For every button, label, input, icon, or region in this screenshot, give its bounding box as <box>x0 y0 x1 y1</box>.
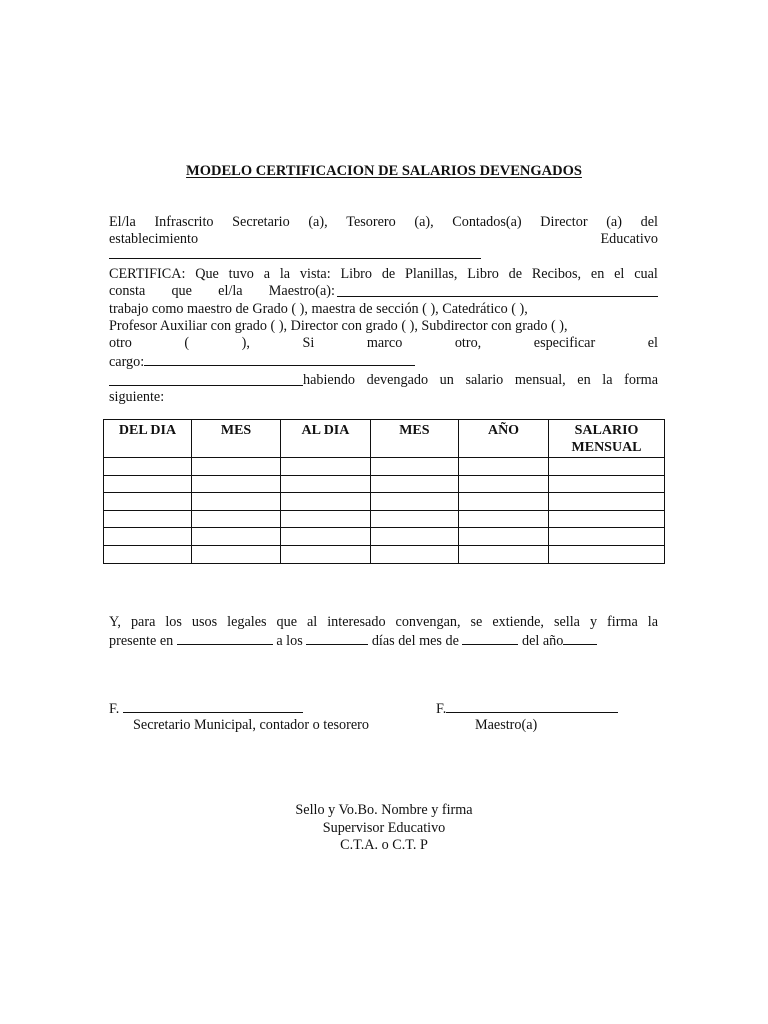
left-signature-prefix: F. <box>109 701 120 717</box>
certifica-line-1-word: cual <box>634 266 658 282</box>
presente-en-label: presente en <box>109 633 174 650</box>
intro-educativo: Educativo <box>600 231 658 248</box>
certifica-line-1-word: Recibos, <box>531 266 582 282</box>
supervisor-line-2: Supervisor Educativo <box>322 819 446 836</box>
right-signature-line <box>436 699 618 718</box>
table-header-cell: AL DIA <box>281 420 371 458</box>
del-ano-label: del año <box>521 633 564 650</box>
table-cell[interactable] <box>104 493 192 511</box>
certifica-line-5-word: especificar <box>533 335 596 352</box>
certifica-line-8: siguiente: <box>109 389 165 406</box>
table-cell[interactable] <box>458 458 548 476</box>
left-signature-caption: Secretario Municipal, contador o tesorero <box>133 717 369 733</box>
table-cell[interactable] <box>458 510 548 528</box>
certifica-line-2-words <box>109 283 335 300</box>
table-cell[interactable] <box>281 545 371 563</box>
table-cell[interactable] <box>458 493 548 511</box>
maestro-name-blank[interactable] <box>337 283 658 297</box>
table-cell[interactable] <box>281 458 371 476</box>
certifica-line-5 <box>109 335 658 352</box>
table-cell[interactable] <box>549 493 665 511</box>
certifica-line-4-text: Profesor Auxiliar con grado ( ), Director con grado ( ), Subdirector con grado ( ), <box>109 317 568 334</box>
establishment-blank[interactable] <box>109 249 481 259</box>
table-header-cell: SALARIO MENSUAL <box>549 420 665 458</box>
table-cell[interactable] <box>370 528 458 546</box>
certifica-line-1-word: tuvo <box>228 266 254 282</box>
certifica-line-3 <box>109 301 658 318</box>
table-cell[interactable] <box>370 458 458 476</box>
intro-line-1-word: (a) <box>606 214 622 230</box>
certifica-line-1 <box>109 266 658 283</box>
table-cell[interactable] <box>370 493 458 511</box>
certifica-line-1-word: de <box>508 266 523 282</box>
intro-line-1-word: Contados(a) <box>452 214 522 230</box>
certifica-line-7 <box>109 372 658 389</box>
table-cell[interactable] <box>192 493 281 511</box>
certifica-line-7-text: habiendo devengado un salario mensual, en la forma <box>303 371 658 388</box>
certifica-line-2-word: el/la <box>218 283 243 300</box>
cargo-blank[interactable] <box>144 352 415 366</box>
intro-line-1 <box>109 214 658 231</box>
right-signature-blank[interactable] <box>446 699 618 713</box>
intro-line-1-word: del <box>640 214 658 230</box>
intro-line-1-word: (a), <box>308 214 328 230</box>
table-cell[interactable] <box>370 545 458 563</box>
certifica-line-5-word: otro, <box>454 335 482 352</box>
certifica-line-1-word: la <box>279 266 291 282</box>
supervisor-line-3: C.T.A. o C.T. P <box>340 837 428 853</box>
right-signature-caption: Maestro(a) <box>475 717 538 733</box>
left-signature-line <box>109 699 303 718</box>
month-blank[interactable] <box>462 631 518 645</box>
table-cell[interactable] <box>104 545 192 563</box>
table-cell[interactable] <box>549 545 665 563</box>
closing-line-1: Y, para los usos legales que al interesado convengan, se extiende, sella y firma la <box>109 614 658 630</box>
table-cell[interactable] <box>458 528 548 546</box>
right-signature-prefix: F. <box>436 701 447 717</box>
left-signature-blank[interactable] <box>123 699 303 713</box>
table-cell[interactable] <box>549 510 665 528</box>
document-title: MODELO CERTIFICACION DE SALARIOS DEVENGADOS <box>186 163 582 179</box>
table-row <box>104 458 665 476</box>
intro-line-1-word: Tesorero <box>346 214 396 230</box>
intro-establecimiento: establecimiento <box>109 231 199 248</box>
table-header-cell: AÑO <box>458 420 548 458</box>
table-cell[interactable] <box>104 458 192 476</box>
certifica-line-2-word: consta <box>109 283 146 300</box>
table-cell[interactable] <box>104 528 192 546</box>
certifica-line-2-word: que <box>171 283 192 300</box>
table-cell[interactable] <box>549 475 665 493</box>
certifica-line-2-word: Maestro(a): <box>268 283 335 300</box>
certifica-line-4 <box>109 318 658 335</box>
closing-line-2 <box>109 631 658 650</box>
intro-line-1-word: (a), <box>414 214 434 230</box>
table-cell[interactable] <box>104 475 192 493</box>
place-blank[interactable] <box>177 631 273 645</box>
certifica-line-5-word: ( <box>184 335 190 352</box>
certifica-line-1-word: Que <box>195 266 219 282</box>
table-cell[interactable] <box>458 475 548 493</box>
certifica-line-1-word: de <box>381 266 396 282</box>
table-cell[interactable] <box>281 528 371 546</box>
certifica-paragraph <box>109 266 658 406</box>
intro-paragraph <box>109 214 658 259</box>
a-los-label: a los <box>276 633 303 650</box>
table-row <box>104 475 665 493</box>
table-cell[interactable] <box>549 528 665 546</box>
table-body <box>104 458 665 564</box>
intro-line-2 <box>109 231 658 248</box>
cargo-label: cargo: <box>109 354 145 371</box>
table-cell[interactable] <box>549 458 665 476</box>
days-blank[interactable] <box>306 631 368 645</box>
supervisor-line-1: Sello y Vo.Bo. Nombre y firma <box>295 802 473 818</box>
table-row <box>104 545 665 563</box>
certifica-line-1-word: el <box>614 266 625 282</box>
certifica-line-2 <box>109 283 658 300</box>
table-cell[interactable] <box>192 475 281 493</box>
certifica-line-5-word: Si <box>302 335 315 352</box>
certifica-line-3-text: trabajo como maestro de Grado ( ), maestra de sección ( ), Catedrático ( ), <box>109 300 528 317</box>
table-header-cell: DEL DIA <box>104 420 192 458</box>
certifica-line-1-word: Planillas, <box>405 266 458 282</box>
table-cell[interactable] <box>192 545 281 563</box>
certifica-line-5-word: ), <box>241 335 250 352</box>
table-cell[interactable] <box>370 475 458 493</box>
salary-blank[interactable] <box>109 372 303 386</box>
table-cell[interactable] <box>281 475 371 493</box>
supervisor-block <box>0 802 768 855</box>
salary-table <box>103 419 665 564</box>
table-row <box>104 528 665 546</box>
intro-line-1-word: Secretario <box>232 214 290 230</box>
table-header-cell: MES <box>370 420 458 458</box>
table-header-row <box>104 420 665 458</box>
table-cell[interactable] <box>281 510 371 528</box>
intro-line-1-word: Infrascrito <box>154 214 214 230</box>
table-cell[interactable] <box>458 545 548 563</box>
table-cell[interactable] <box>192 528 281 546</box>
certifica-line-1-word: a <box>263 266 271 282</box>
certifica-line-1-word: CERTIFICA: <box>109 266 186 282</box>
table-cell[interactable] <box>192 458 281 476</box>
closing-paragraph <box>109 614 658 651</box>
certifica-line-1-word: en <box>590 266 605 282</box>
dias-mes-label: días del mes de <box>371 633 459 650</box>
certifica-line-5-word: otro <box>109 335 132 352</box>
certifica-line-6 <box>109 352 658 371</box>
table-cell[interactable] <box>281 493 371 511</box>
table-cell[interactable] <box>192 510 281 528</box>
table-cell[interactable] <box>104 510 192 528</box>
intro-line-1-word: El/la <box>109 214 136 230</box>
certifica-line-1-word: vista: <box>299 266 331 282</box>
certifica-line-5-word: marco <box>366 335 403 352</box>
certifica-line-1-word: Libro <box>467 266 499 282</box>
certifica-line-5-word: el <box>647 335 658 352</box>
table-row <box>104 510 665 528</box>
table-header-cell: MES <box>192 420 281 458</box>
certifica-line-1-word: Libro <box>340 266 372 282</box>
table-row <box>104 493 665 511</box>
year-blank[interactable] <box>563 631 597 645</box>
table-cell[interactable] <box>370 510 458 528</box>
intro-line-1-word: Director <box>540 214 588 230</box>
